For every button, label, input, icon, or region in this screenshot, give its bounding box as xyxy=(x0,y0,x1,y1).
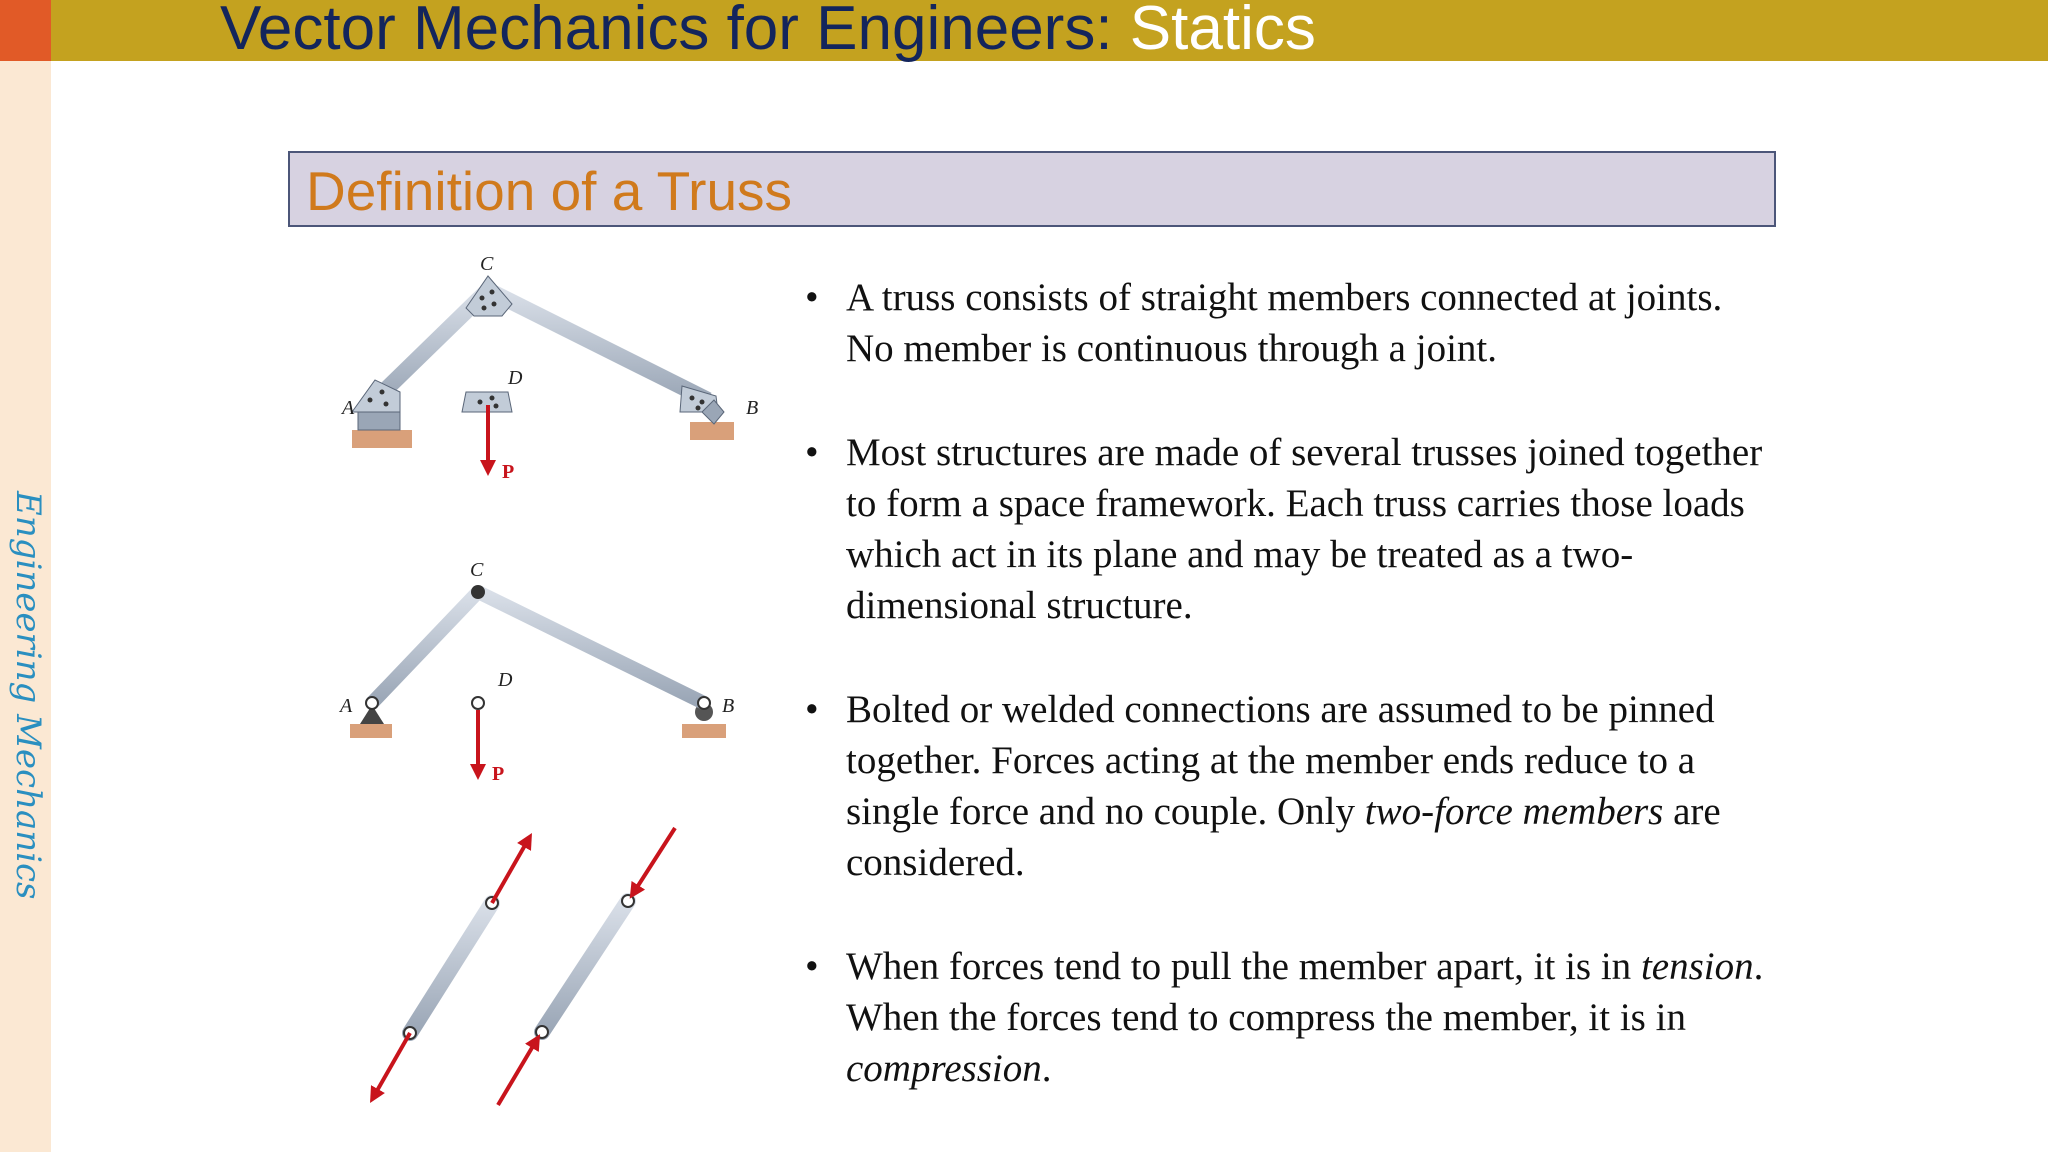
member-compression xyxy=(542,901,628,1032)
bullet-text: A truss consists of straight members connected at joints. No member is continuous through a joint. xyxy=(846,276,1723,370)
bullet-emphasis: tension xyxy=(1640,945,1754,988)
left-rafter-2 xyxy=(372,592,478,703)
bullet-list xyxy=(805,272,1765,1147)
truss-pinned xyxy=(338,559,734,785)
truss-diagrams xyxy=(330,240,780,1120)
label-d-1: D xyxy=(508,367,523,389)
page-title xyxy=(220,0,1316,64)
bullet-dot-icon: • xyxy=(805,431,819,474)
bullet-text: are considered. xyxy=(846,790,1721,884)
two-force-members xyxy=(374,828,675,1105)
side-label: Engineering Mechanics xyxy=(8,491,48,900)
label-a-1: A xyxy=(342,397,355,419)
tension-arrow-top xyxy=(492,840,528,903)
support-a-2 xyxy=(350,724,392,738)
title-main: Vector Mechanics for Engineers: xyxy=(220,0,1130,63)
truss-bolted xyxy=(340,253,758,483)
header-accent xyxy=(0,0,51,61)
bullet-dot-icon: • xyxy=(805,688,819,731)
bullet-dot-icon: • xyxy=(805,276,819,319)
label-b-2: B xyxy=(722,695,735,717)
side-strip xyxy=(0,61,51,1152)
compression-arrow-bottom xyxy=(498,1041,536,1105)
member-tension xyxy=(410,903,492,1033)
title-sub: Statics xyxy=(1129,0,1316,63)
truss-figure xyxy=(330,240,780,1120)
label-b-1: B xyxy=(746,397,759,419)
bullet-text: Most structures are made of several trusses joined together to form a space framework. Each truss carries those loads which act in its plane and may be treated as a two-dimensional structure. xyxy=(846,431,1763,627)
bullet-emphasis: compression xyxy=(846,1047,1042,1090)
label-a-2: A xyxy=(340,695,353,717)
bullet-text: When forces tend to pull the member apart, it is in xyxy=(846,945,1641,988)
bullet-text: . xyxy=(1041,1047,1052,1090)
bullet-item xyxy=(805,427,1765,631)
bullet-item xyxy=(805,941,1765,1094)
tension-arrow-bottom xyxy=(374,1033,410,1096)
label-p-1: P xyxy=(502,461,515,483)
bearing-a xyxy=(358,412,400,430)
label-d-2: D xyxy=(498,669,513,691)
section-title: Definition of a Truss xyxy=(306,160,793,222)
label-c-2: C xyxy=(470,559,484,581)
label-p-2: P xyxy=(492,763,505,785)
compression-arrow-top xyxy=(634,828,675,892)
bullet-dot-icon: • xyxy=(805,945,819,988)
bullet-item xyxy=(805,272,1765,374)
support-b xyxy=(690,422,734,440)
support-b-2 xyxy=(682,724,726,738)
label-c-1: C xyxy=(480,253,494,275)
bullet-text: . When the forces tend to compress the member, it is in xyxy=(846,945,1764,1039)
bullet-item xyxy=(805,684,1765,888)
section-heading-box xyxy=(288,151,1776,227)
support-a xyxy=(352,430,412,448)
bullet-text: Bolted or welded connections are assumed to be pinned together. Forces acting at the member ends reduce to a single force and no couple. Only xyxy=(846,688,1715,833)
bullet-emphasis: two-force members xyxy=(1364,790,1664,833)
